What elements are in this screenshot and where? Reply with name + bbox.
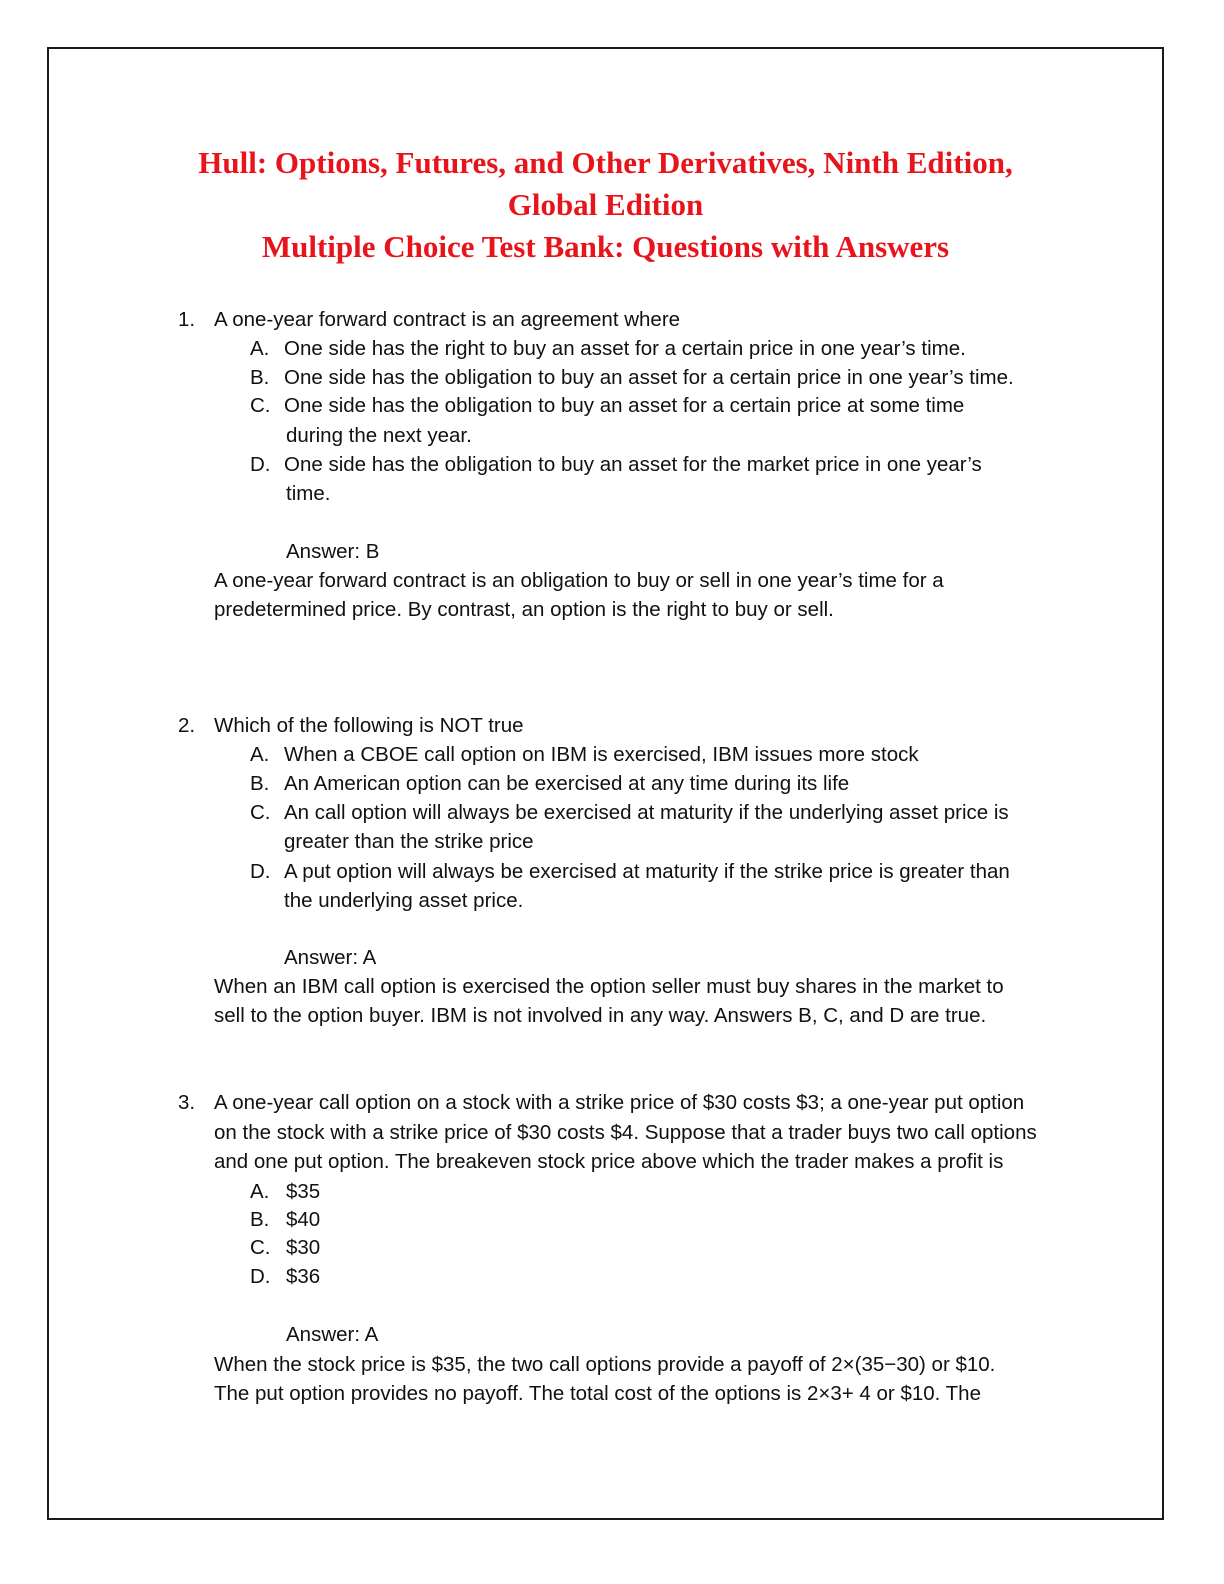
option-text: $36 [286, 1265, 321, 1288]
question-number: 3. [178, 1091, 196, 1114]
explanation-line: When the stock price is $35, the two call options provide a payoff of 2×(35−30) or $10. [214, 1353, 996, 1376]
title-line-3: Multiple Choice Test Bank: Questions with Answers [261, 229, 950, 264]
option-text: An call option will always be exercised at maturity if the underlying asset price is [284, 801, 1009, 824]
question-stem-line: on the stock with a strike price of $30 costs $4. Suppose that a trader buys two call options [214, 1121, 1037, 1144]
option-text: time. [286, 482, 331, 505]
question-stem-line: A one-year call option on a stock with a strike price of $30 costs $3; a one-year put option [214, 1091, 1025, 1114]
option-text: $40 [286, 1208, 321, 1231]
option-text: the underlying asset price. [284, 889, 524, 912]
option-letter: B. [250, 772, 270, 795]
option-text: One side has the right to buy an asset for a certain price in one year’s time. [284, 337, 966, 360]
option-text: One side has the obligation to buy an asset for a certain price at some time [284, 394, 965, 417]
title-line-1: Hull: Options, Futures, and Other Derivatives, Ninth Edition, [198, 145, 1013, 180]
option-text: One side has the obligation to buy an asset for the market price in one year’s [284, 453, 982, 476]
question-stem-line: and one put option. The breakeven stock price above which the trader makes a profit is [214, 1150, 1004, 1173]
option-text: greater than the strike price [284, 830, 534, 853]
explanation-line: When an IBM call option is exercised the option seller must buy shares in the market to [214, 975, 1004, 998]
explanation-line: The put option provides no payoff. The total cost of the options is 2×3+ 4 or $10. The [214, 1382, 981, 1405]
option-text: $35 [286, 1180, 321, 1203]
question-stem-line: A one-year forward contract is an agreement where [214, 308, 681, 331]
option-letter: D. [250, 453, 271, 476]
question-number: 1. [178, 308, 196, 331]
document-title [47, 142, 1164, 268]
option-letter: D. [250, 1265, 271, 1288]
answer-label: Answer: B [286, 540, 380, 563]
explanation-line: A one-year forward contract is an obligation to buy or sell in one year’s time for a [214, 569, 944, 592]
explanation-line: predetermined price. By contrast, an option is the right to buy or sell. [214, 598, 834, 621]
option-letter: C. [250, 394, 271, 417]
question-stem-line: Which of the following is NOT true [214, 714, 524, 737]
option-letter: B. [250, 1208, 270, 1231]
answer-label: Answer: A [284, 946, 377, 969]
explanation-line: sell to the option buyer. IBM is not involved in any way. Answers B, C, and D are true. [214, 1004, 987, 1027]
option-text: An American option can be exercised at any time during its life [284, 772, 850, 795]
option-letter: D. [250, 860, 271, 883]
option-text: When a CBOE call option on IBM is exercised, IBM issues more stock [284, 743, 919, 766]
option-letter: C. [250, 1236, 271, 1259]
answer-label: Answer: A [286, 1323, 379, 1346]
question-number: 2. [178, 714, 196, 737]
option-letter: B. [250, 366, 270, 389]
option-text: during the next year. [286, 424, 472, 447]
title-line-2: Global Edition [507, 187, 704, 222]
option-letter: A. [250, 743, 270, 766]
option-letter: A. [250, 1180, 270, 1203]
option-letter: C. [250, 801, 271, 824]
option-text: One side has the obligation to buy an asset for a certain price in one year’s time. [284, 366, 1014, 389]
option-text: A put option will always be exercised at maturity if the strike price is greater than [284, 860, 1010, 883]
option-text: $30 [286, 1236, 321, 1259]
option-letter: A. [250, 337, 270, 360]
